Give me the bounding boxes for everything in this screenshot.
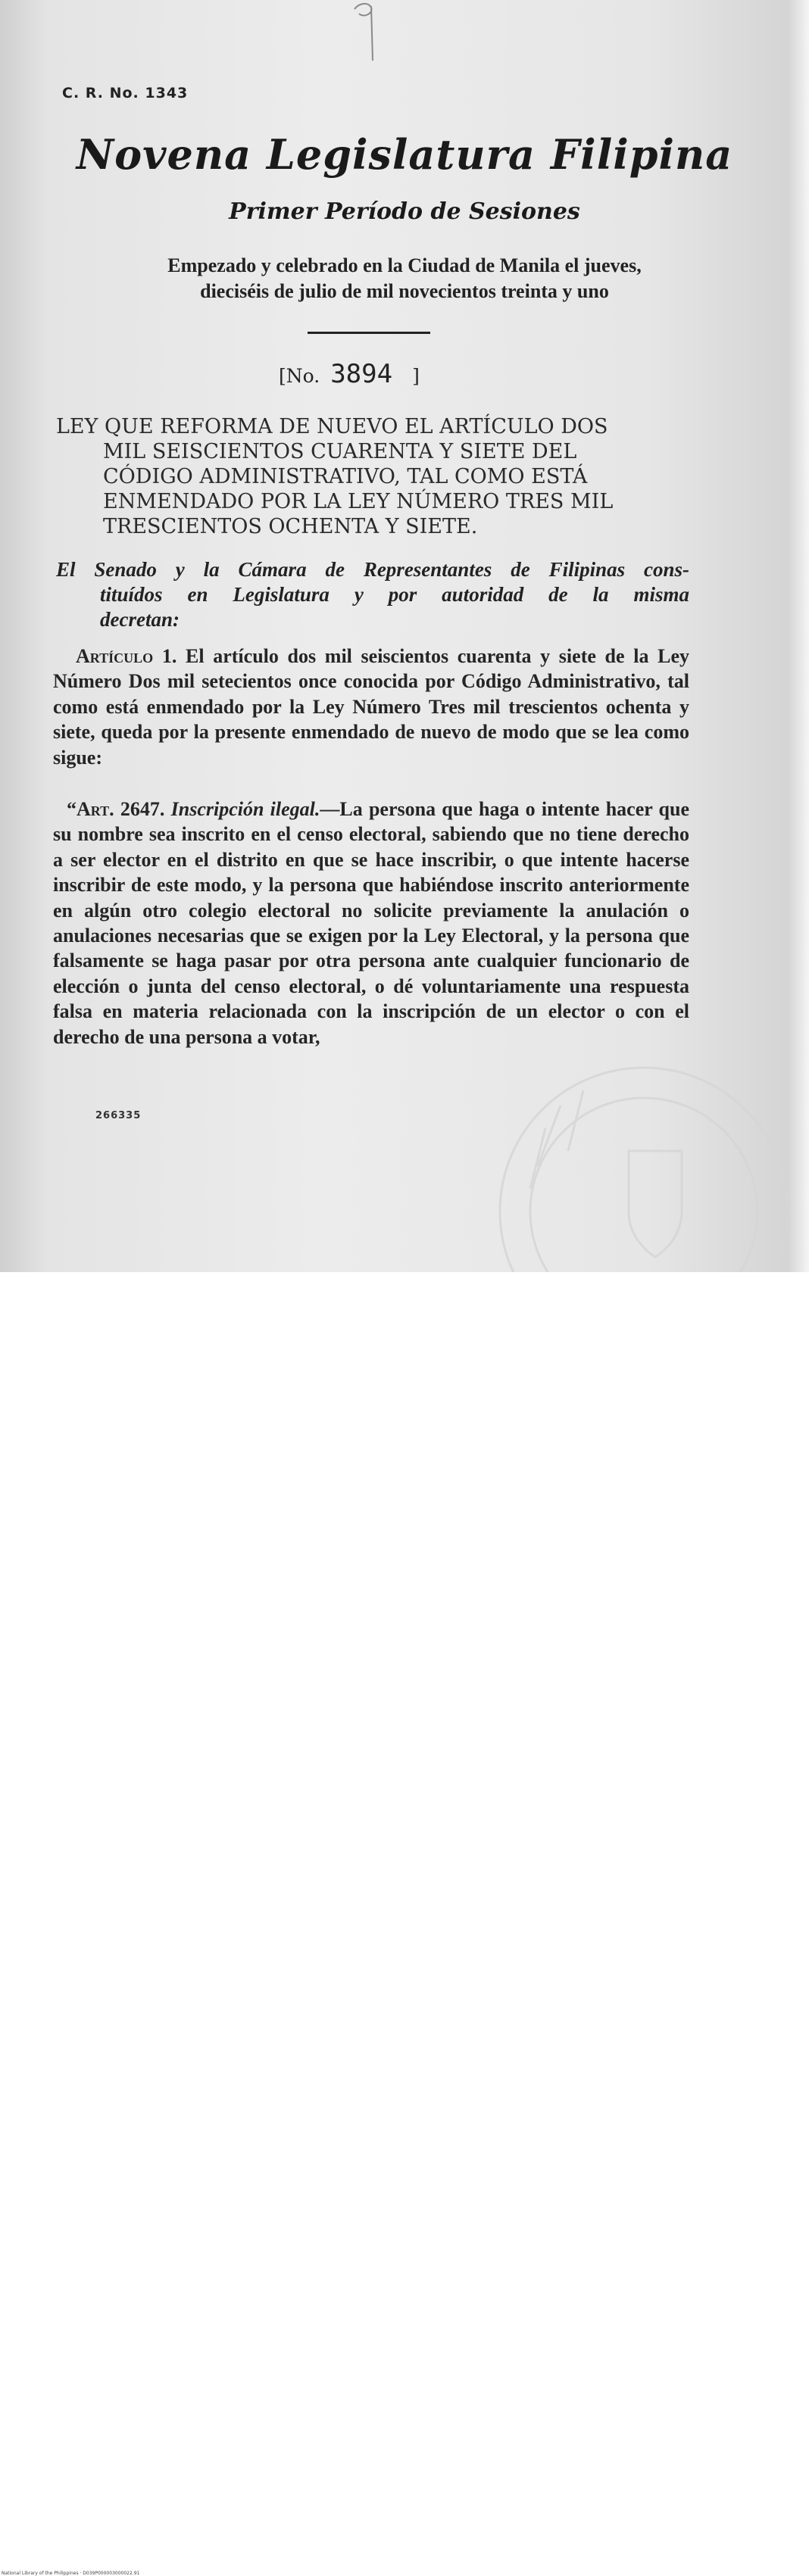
enacting-line: El Senado y la Cámara de Representantes de Filipinas cons- (56, 558, 689, 581)
act-heading (56, 414, 692, 539)
enacting-line: decretan: (100, 608, 180, 631)
act-number (279, 359, 420, 389)
act-number-suffix: ] (412, 365, 420, 387)
divider-rule (308, 332, 430, 334)
act-heading-line: CÓDIGO ADMINISTRATIVO, TAL COMO ESTÁ (103, 465, 588, 488)
session-started-line-2: dieciséis de julio de mil novecientos treinta y uno (200, 280, 609, 302)
amended-article-paragraph (53, 797, 689, 1049)
cr-number: C. R. No. 1343 (62, 85, 189, 101)
act-heading-line: MIL SEISCIENTOS CUARENTA Y SIETE DEL (103, 440, 577, 463)
quote-open: “ (67, 798, 77, 820)
print-code: 266335 (95, 1110, 142, 1121)
article-1-paragraph (53, 644, 689, 770)
legislature-title: Novena Legislatura Filipina (76, 130, 733, 179)
act-heading-line: TRESCIENTOS OCHENTA Y SIETE. (103, 515, 478, 538)
act-heading-line: LEY QUE REFORMA DE NUEVO EL ARTÍCULO DOS (56, 415, 608, 438)
amended-article-title: Inscripción ilegal. (170, 798, 320, 820)
footer-bar (0, 1272, 809, 2576)
embossed-seal (454, 1015, 788, 1272)
enacting-line: tituídos en Legislatura y por autoridad de la misma (100, 583, 689, 606)
article-text: El artículo dos mil seiscientos cuarenta y siete de la Ley Número Dos mil setecientos once conocida por Código Administrativo, tal como está enmendado por la Ley Número Tres mil trescientos ochenta y siete, queda por la presente enmendado de nuevo de modo que se lea como sigue: (53, 645, 689, 769)
amended-article-text: —La persona que haga o intente hacer que su nombre sea inscrito en el censo electoral, sabiendo que no tiene derecho a ser elector en el distrito en que se hace inscribir, o que intente hacerse inscribir de este modo, y la persona que habiéndose inscrito anteriormente en algún otro colegio electoral no solicite previamente la anulación o anulaciones necesarias que se exigen por la Ley Electoral, y la persona que falsamente se haga pasar por otra persona ante cualquier funcionario de elección o junta del censo electoral, o dé voluntariamente una respuesta falsa en materia relacionada con la inscripción de un elector o con el derecho de una persona a votar, (53, 798, 689, 1048)
act-number-prefix: [No. (279, 365, 320, 387)
article-label: Artículo 1. (76, 645, 177, 667)
scanned-page (0, 0, 809, 1272)
library-credit: National Library of the Philippines · D039P000003000022.91 (2, 2571, 140, 2576)
page-edge-highlight (788, 0, 809, 1272)
session-subtitle: Primer Período de Sesiones (229, 198, 580, 225)
enacting-clause (56, 557, 689, 632)
session-started-line-1: Empezado y celebrado en la Ciudad de Manila el jueves, (167, 254, 642, 276)
pencil-mark (348, 0, 385, 68)
act-number-value: 3894 (330, 359, 393, 389)
amended-article-label: Art. 2647. (77, 798, 165, 820)
act-heading-line: ENMENDADO POR LA LEY NÚMERO TRES MIL (103, 490, 614, 513)
